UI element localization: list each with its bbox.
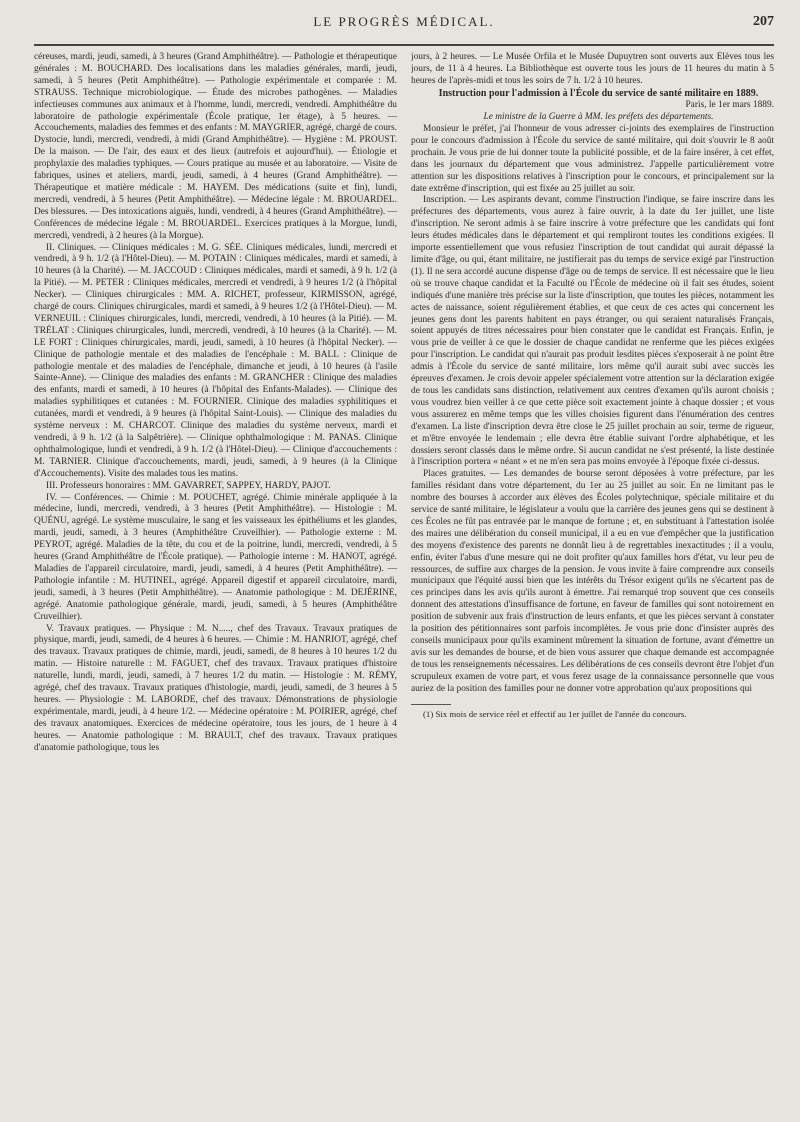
right-paragraph: Monsieur le préfet, j'ai l'honneur de vous adresser ci-joints des exemplaires de l'instruction pour le concours d'admission à l'École du service de santé militaire, qui doit s'ouvrir le 8 août prochain. Je vous prie de lui donner toute la publicité possible, et de la faire insérer, à cet effet, dans les journaux du département que vous administrez. J'appelle particulièrement votre attention sur les dispositions relatives à l'inscription pour le concours, et principalement sur la date extrême d'inscription, qui est fixée au 25 juillet au soir. (411, 124, 774, 194)
left-paragraph: II. Cliniques. — Cliniques médicales : M. G. SÉE. Cliniques médicales, lundi, mercredi et vendredi, à 9 h. 1/2 (à l'Hôtel-Dieu). — M. POTAIN : Cliniques médicales, mardi et samedi, à 10 heures (à la Charité). — M. JACCOUD : Cliniques médicales, mardi et samedi, à 9 h. 1/2 (à la Pitié). — M. PETER : Cliniques médicales, mercredi et vendredi, à 9 heures 1/2 (à l'hôpital Necker). — Cliniques chirurgicales : MM. A. RICHET, professeur, KIRMISSON, agrégé, chargé de cours. Cliniques chirurgicales, mardi et samedi, à 9 heures 1/2 (à l'Hôtel-Dieu). — M. VERNEUIL : Cliniques chirurgicales, lundi, mercredi, vendredi, à 10 heures (à la Pitié). — M. TRÉLAT : Cliniques chirurgicales, lundi, mercredi, vendredi, à 10 heures (à la Charité). — M. LE FORT : Cliniques chirurgicales, mardi, jeudi, samedi, à 10 heures (à l'hôpital Necker). — Clinique de pathologie mentale et des maladies de l'encéphale : M. BALL : Clinique de pathologie mentale et des maladies de l'encéphale, dimanche et jeudi, à 10 heures (à l'asile Sainte-Anne). — Clinique des maladies des enfants : M. GRANCHER : Clinique des maladies des enfants, mardi et samedi, à 10 heures (à l'hôpital des Enfants-Malades). — Clinique des maladies syphilitiques et cutanées : M. FOURNIER. Clinique des maladies syphilitiques et cutanées, mardi et vendredi, à 9 heures (à l'hôpital Saint-Louis). — Clinique des maladies du système nerveux : M. CHARCOT. Clinique des maladies du système nerveux, mardi et vendredi, à 9 h. 1/2 (à la Salpêtrière). — Clinique ophthalmologique : M. PANAS. Clinique ophthalmologique, lundi et vendredi, à 9 h. 1/2 (à l'Hôtel-Dieu). — Clinique d'accouchements : M. TARNIER. Clinique d'accouchements, mardi, jeudi, samedi, à 9 heures (à la Clinique d'Accouchements). Visite des malades tous les matins. (34, 242, 397, 479)
left-paragraph: V. Travaux pratiques. — Physique : M. N....., chef des Travaux. Travaux pratiques de physique, mardi, jeudi, samedi, de 4 heures à 6 heures. — Chimie : M. HANRIOT, agrégé, chef des travaux. Travaux pratiques de chimie, mardi, jeudi, samedi, de 8 heures à 10 heures 1/2 du matin. — Histoire naturelle : M. FAGUET, chef des travaux. Travaux pratiques d'histoire naturelle, lundi, mardi, jeudi, samedi, à 7 heures 1/2 du matin. — Histologie : M. RÉMY, agrégé, chef des travaux. Travaux pratiques d'histologie, mardi, jeudi, samedi, de 3 heures à 5 heures. — Physiologie : M. LABORDE, chef des travaux. Démonstrations de physiologie expérimentale, mardi, jeudi, à 4 heure 1/2. — Médecine opératoire : M. POIRIER, agrégé, chef des travaux anatomiques. Exercices de médecine opératoire, tous les jours, de 1 heure à 4 heures. — Anatomie pathologique : M. BRAULT, chef des travaux. Travaux pratiques d'anatomie pathologique, tous les (34, 623, 397, 753)
right-paragraph: Inscription. — Les aspirants devant, comme l'instruction l'indique, se faire inscrire dans les préfectures des départements, vous aurez à faire ouvrir, à la date du 1er juillet, une liste d'inscription. Ne seront admis à se faire inscrire à votre préfecture que les candidats qui font leurs études médicales dans le département et qui rempliront toutes les conditions exigées. Il importe essentiellement que vous refusiez l'inscription de tout candidat qui aurait dépassé la limite d'âge, ou qui, étant militaire, ne justifierait pas du temps de service exigé par l'instruction (1). Il ne sera accordé aucune dispense d'âge ou de temps de service. Il est nécessaire que le lieu où se trouve chaque candidat et la Faculté ou l'École de médecine où il fait ses études, soient indiqués d'une manière très précise sur la liste d'inscription, que toutes les pièces, notamment les actes de naissance, soient régulièrement établies, et que ceux de ces actes qui concernent les jeunes gens dont les parents habitent en pays étranger, ou qui seraient naturalisés Français, soient appuyés de titres nécessaires pour bien constater que le candidat est Français. Enfin, je vous prie de veiller à ce que le dossier de chaque candidat ne renferme que les pièces exigées pour l'inscription. Le candidat qui n'aurait pas produit lesdites pièces s'exposerait à ne point être admis à l'École du service de santé militaire, lors même qu'il aurait subi avec succès les épreuves d'examen. Je crois devoir appeler spécialement votre attention sur la déclaration exigée de tous les candidats sans distinction, relativement aux centres d'examen qu'ils auront choisis ; vous voudrez bien veiller à ce que cette pièce soit exactement jointe à chaque dossier ; et vous vous assurerez en même temps que les villes choisies figurent dans l'énumération des centres d'examen. La liste d'inscription devra être close le 25 juillet prochain au soir, terme de rigueur, et m'être envoyée le lendemain ; elle devra être établie suivant l'ordre alphabétique, et les dossiers seront classés dans le même ordre. Si aucun candidat ne s'est présenté, la liste destinée à l'inscription portera « néant » et ne m'en sera pas moins envoyée à l'époque fixée ci-dessus. (411, 195, 774, 468)
right-intro: jours, à 2 heures. — Le Musée Orfila et le Musée Dupuytren sont ouverts aux Élèves tous les jours, de 11 à 4 heures. La Bibliothèque est ouverte tous les jours de 11 heures du matin à 5 heures de l'après-midi et tous les soirs de 7 h. 1/2 à 10 heures. (411, 52, 774, 86)
journal-title: LE PROGRÈS MÉDICAL. (313, 14, 495, 29)
page-number: 207 (753, 14, 774, 29)
dateline: Paris, le 1er mars 1889. (685, 100, 774, 111)
footnote-rule (411, 704, 451, 705)
page-header (34, 12, 774, 42)
address-line: Le ministre de la Guerre à MM. les préfets des départements. (483, 112, 714, 123)
section-title: Instruction pour l'admission à l'École du service de santé militaire en 1889. (438, 87, 759, 99)
left-paragraph: IV. — Conférences. — Chimie : M. POUCHET, agrégé. Chimie minérale appliquée à la médecine, lundi, mercredi, vendredi, à 3 heures (Petit Amphithéâtre). — Histologie : M. QUÉNU, agrégé. Le système musculaire, le sang et les vaisseaux les épithéliums et les glandes, mardi, jeudi, samedi, à 3 heures (Amphithéâtre Cruveilhier). — Pathologie externe : M. PEYROT, agrégé. Maladies de la tête, du cou et de la poitrine, lundi, mercredi, vendredi, à 5 heures (Grand Amphithéâtre de l'École pratique). — Pathologie interne : M. HANOT, agrégé. Maladies de l'appareil circulatoire, mardi, jeudi, samedi, à 4 heures (Petit Amphithéâtre). — Pathologie infantile : M. HUTINEL, agrégé. Appareil digestif et appareil circulatoire, mardi, jeudi, samedi, à 3 heures (Petit Amphithéâtre). — Anatomie pathologique : M. DEJÉRINE, agrégé. Anatomie pathologique générale, mardi, jeudi, samedi, à 5 heures (Amphithéâtre Cruveilhier). (34, 492, 397, 622)
right-column (411, 52, 774, 754)
footnote: (1) Six mois de service réel et effectif au 1er juillet de l'année du concours. (423, 708, 687, 719)
left-paragraph: III. Professeurs honoraires : MM. GAVARRET, SAPPEY, HARDY, PAJOT. (46, 480, 331, 491)
left-paragraph: céreuses, mardi, jeudi, samedi, à 3 heures (Grand Amphithéâtre). — Pathologie et thérapeutique générales : M. BOUCHARD. Des localisations dans les maladies générales, mardi, jeudi, samedi, à 5 heures (Petit Amphithéâtre). — Pathologie expérimentale et comparée : M. STRAUSS. Technique microbiologique. — Étude des microbes pathogènes. — Maladies infectieuses communes aux animaux et à l'homme, lundi, mercredi, vendredi. Amphithéâtre du laboratoire de pathologie expérimentale (École pratique, 1er étage), à 5 heures. — Accouchements, maladies des femmes et des enfants : M. MAYGRIER, agrégé, chargé de cours. Dystocie, lundi, mercredi, vendredi, à midi (Grand Amphithéâtre). — Hygiène : M. PROUST. De la maison. — De l'air, des eaux et des lieux (autrefois et aujourd'hui). — Étiologie et prophylaxie des maladies typhiques. — Cours pratique au musée et au laboratoire. — Visite de fabriques, usines et ateliers, mardi, jeudi, samedi, à 4 heures (Grand Amphithéâtre). — Thérapeutique et matière médicale : M. HAYEM. Des médications (suite et fin), lundi, mercredi, vendredi, à 5 heures (Petit Amphithéâtre). — Médecine légale : M. BROUARDEL. Des blessures. — Des intoxications aiguës, lundi, vendredi, à 4 heures (Grand Amphithéâtre). — Conférences de médecine légale : M. BROUARDEL. Exercices pratiques à la Morgue, lundi, mercredi, vendredi, à 2 heures (à la Morgue). (34, 52, 397, 241)
columns (34, 52, 774, 754)
left-column (34, 52, 397, 754)
header-rule (34, 44, 774, 46)
right-paragraph: Places gratuites. — Les demandes de bourse seront déposées à votre préfecture, par les familles résidant dans votre département, du 1er au 25 juillet au soir. En ne limitant pas le nombre des bourses à accorder aux élèves des Écoles polytechnique, spéciale militaire et du service de santé militaire, le législateur a voulu que la carrière des jeunes gens qui se destinent à ces Écoles ne fût pas entravée par le manque de fortune ; et, en substituant à l'attestation isolée des maires une délibération du conseil municipal, il a eu en vue d'empêcher que la justification des moyens d'existence des parents ne donnât lieu à de regrettables inexactitudes ; il a voulu, enfin, éviter l'abus d'une mesure qui ne doit profiter qu'aux familles hors d'état, vu leur peu de ressources, de suffire aux charges de la pension. Je vous invite à faire comprendre aux conseils municipaux que l'équité aussi bien que les intérêts du Trésor exigent qu'ils ne s'écartent pas de ces principes dans les avis qu'ils auront à émettre. J'ai remarqué trop souvent que ces conseils donnent des attestations d'insuffisance de fortune, en faveur de familles qui sont notoirement en position de subvenir aux frais d'instruction de leurs enfants, et que les pièces servant à constater la position des pétitionnaires sont parfois incomplètes. Je vous prie donc d'insister auprès des conseils municipaux pour qu'ils examinent mûrement la situation de fortune, avant d'émettre un avis sur les demandes de bourse, et de bien vous assurer que chaque demande est accompagnée de tous les renseignements nécessaires. Les délibérations de ces conseils devront être l'objet d'un scrupuleux examen de votre part, et vous ferez usage de la connaissance personnelle que vous auriez de la position des familles pour ne donner votre approbation qu'aux propositions qui (411, 469, 774, 694)
